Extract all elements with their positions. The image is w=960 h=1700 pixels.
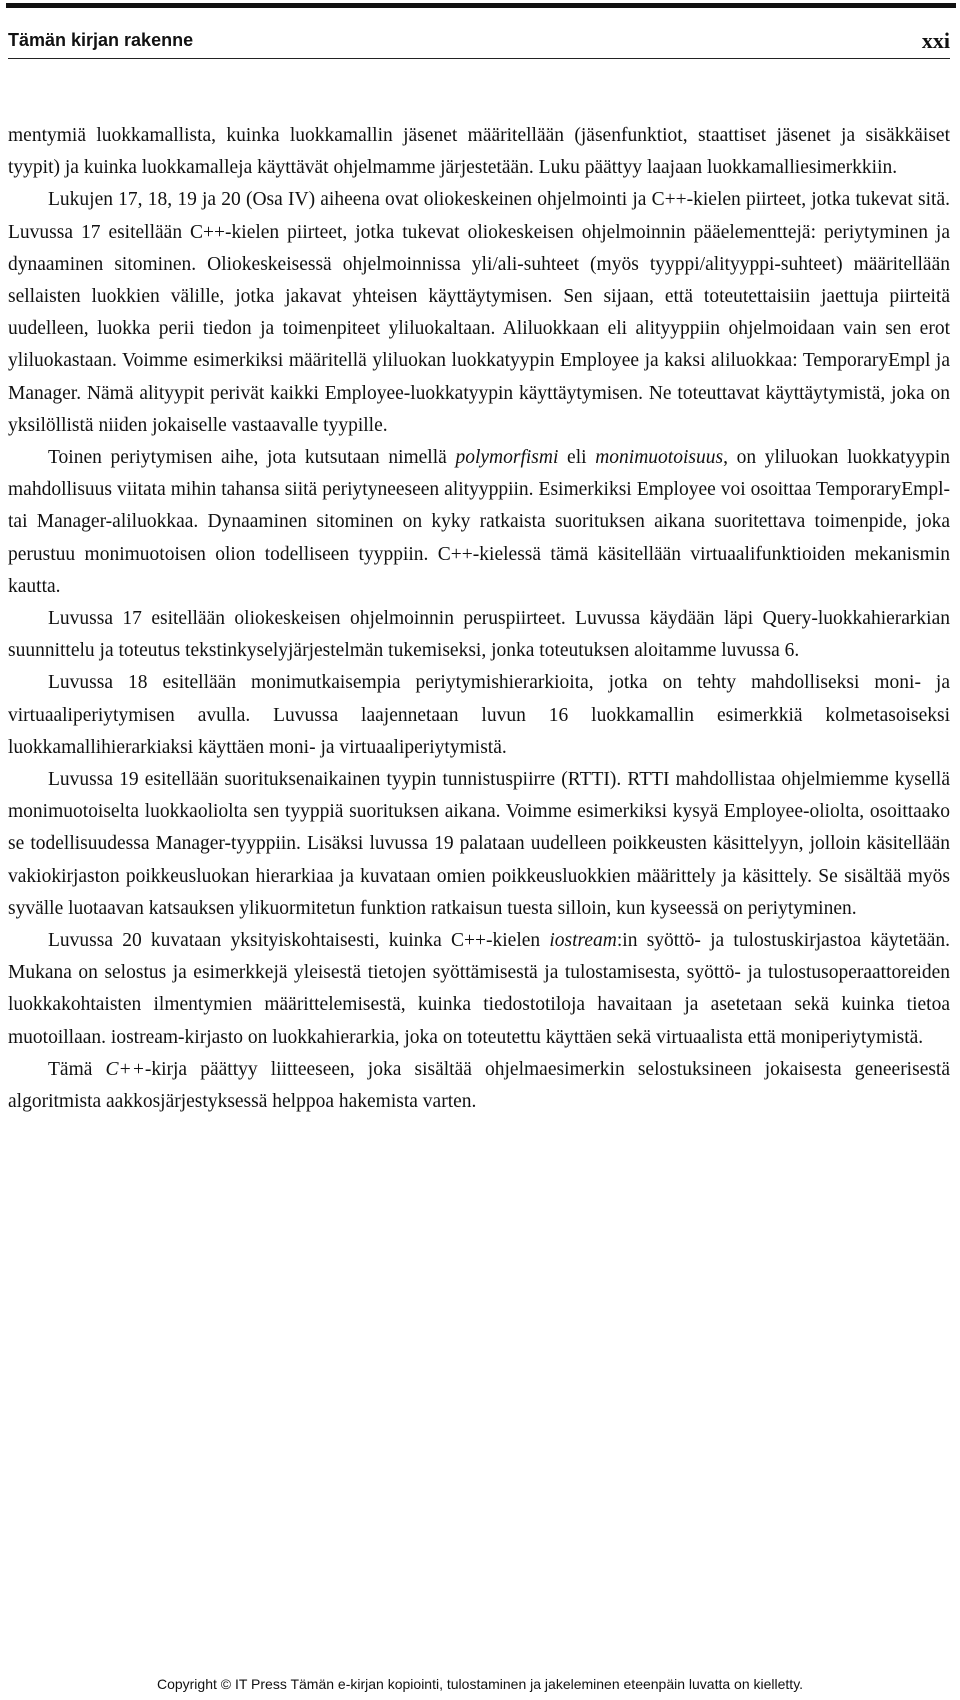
- paragraph: [8, 442, 950, 603]
- text-run: -kirja päättyy liitteeseen, joka sisältää ohjelmaesimerkin selostuksineen jokaisesta geneerisestä algoritmista aakkosjärjestyksessä helppoa hakemista varten.: [8, 1058, 951, 1113]
- text-run: , on yliluokan luokkatyypin mahdollisuus viitata mihin tahansa siitä periytyneeseen alityyppiin. Esimerkiksi Employee voi osoittaa TemporaryEmpl- tai Manager-aliluokkaa. Dynaaminen sitominen on kyky ratkaista suorituksen aikana suoritettava toimenpide, joka perustuu monimuotoisen olion todelliseen tyyppiin. C++-kielessä tämä käsitellään virtuaalifunktioiden mekanismin kautta.: [8, 447, 950, 597]
- top-rule: [6, 3, 956, 8]
- emphasized-term: iostream: [549, 930, 617, 952]
- text-run: Tämä: [48, 1058, 106, 1080]
- running-header: [8, 28, 950, 59]
- text-run: Toinen periytymisen aihe, jota kutsutaan nimellä: [48, 447, 456, 469]
- paragraph: Luvussa 17 esitellään oliokeskeisen ohjelmoinnin peruspiirteet. Luvussa käydään läpi Query-luokkahierarkian suunnittelu ja toteutus tekstinkyselyjärjestelmän tukemiseksi, jonka toteutuksen aloitamme luvussa 6.: [8, 608, 950, 662]
- paragraph: [8, 925, 950, 1054]
- running-header-title: Tämän kirjan rakenne: [8, 30, 194, 50]
- paragraph: Lukujen 17, 18, 19 ja 20 (Osa IV) aiheena ovat oliokeskeinen ohjelmointi ja C++-kielen piirteet, jotka tukevat sitä. Luvussa 17 esitellään C++-kielen piirteet, jotka tukevat oliokeskeisen ohjelmoinnin pääelementtejä: periytyminen ja dynaaminen sitominen. Oliokeskeisessä ohjelmoinnissa yli/ali-suhteet (myös tyyppi/alityyppi-suhteet) määritellään sellaisten luokkien välille, jotka jakavat yhteisen käyttäytymisen. Sen sijaan, että toteutettaisiin jaettuja piirteitä uudelleen, luokka perii tiedon ja toimenpiteet yliluokaltaan. Aliluokkaan eli alityyppiin ohjelmoidaan vain sen erot yliluokastaan. Voimme esimerkiksi määritellä yliluokan luokkatyypin Employee ja kaksi aliluokkaa: TemporaryEmpl ja Manager. Nämä alityypit perivät kaikki Employee-luokkatyypin käyttäytymisen. Ne toteuttavat käyttäytymistä, joka on yksilöllistä niiden jokaiselle vastaavalle tyypille.: [8, 189, 950, 436]
- copyright-footer: Copyright © IT Press Tämän e-kirjan kopiointi, tulostaminen ja jakeleminen eteenpäin luvatta on kielletty.: [156, 1676, 804, 1692]
- paragraph: Luvussa 19 esitellään suorituksenaikainen tyypin tunnistuspiirre (RTTI). RTTI mahdollistaa ohjelmiemme kysellä monimuotoiselta luokkaoliolta sen tyyppiä suorituksen aikana. Voimme esimerkiksi kysyä Employee-oliolta, osoittaako se todellisuudessa Manager-tyyppiin. Lisäksi luvussa 19 palataan uudelleen poikkeusten käsittelyyn, jolloin käsitellään vakiokirjaston poikkeusluokan hierarkiaa ja kuvataan omien poikkeusluokkien määrittely ja käsittely. Se sisältää myös syvälle luotaavan katsauksen ylikuormitetun funktion ratkaisun tuesta silloin, kun kyseessä on periytyminen.: [8, 769, 950, 919]
- text-run: :in syöttö- ja tulostuskirjastoa käytetään. Mukana on selostus ja esimerkkejä yleisestä tietojen syöttämisestä ja tulostamisesta, syöttö- ja tulostusoperaattoreiden luokkakohtaisten ilmentymien määrittelemisestä, kuinka tiedostotiloja havaitaan ja asetetaan sekä kuinka tietoa muotoillaan. iostream-kirjasto on luokkahierarkia, joka on toteutettu käyttäen sekä virtuaalista että moniperiytymistä.: [8, 930, 950, 1048]
- emphasized-term: monimuotoisuus: [595, 447, 724, 469]
- emphasized-term: polymorfismi: [455, 447, 559, 469]
- paragraph: mentymiä luokkamallista, kuinka luokkamallin jäsenet määritellään (jäsenfunktiot, staattiset jäsenet ja sisäkkäiset tyypit) ja kuinka luokkamalleja käyttävät ohjelmamme järjestetään. Luku päättyy laajaan luokkamalliesimerkkiin.: [8, 125, 950, 179]
- text-run: Luvussa 20 kuvataan yksityiskohtaisesti, kuinka C++-kielen: [48, 930, 550, 952]
- body-text: [8, 120, 950, 1118]
- page-number: xxi: [921, 28, 950, 53]
- text-run: eli: [558, 447, 596, 469]
- emphasized-term: C++: [105, 1058, 145, 1080]
- paragraph: [8, 1054, 950, 1118]
- paragraph: Luvussa 18 esitellään monimutkaisempia periytymishierarkioita, jotka on tehty mahdolliseksi moni- ja virtuaaliperiytymisen avulla. Luvussa laajennetaan luvun 16 luokkamallin esimerkkiä kolmetasoiseksi luokkamallihierarkiaksi käyttäen moni- ja virtuaaliperiytymistä.: [8, 672, 950, 758]
